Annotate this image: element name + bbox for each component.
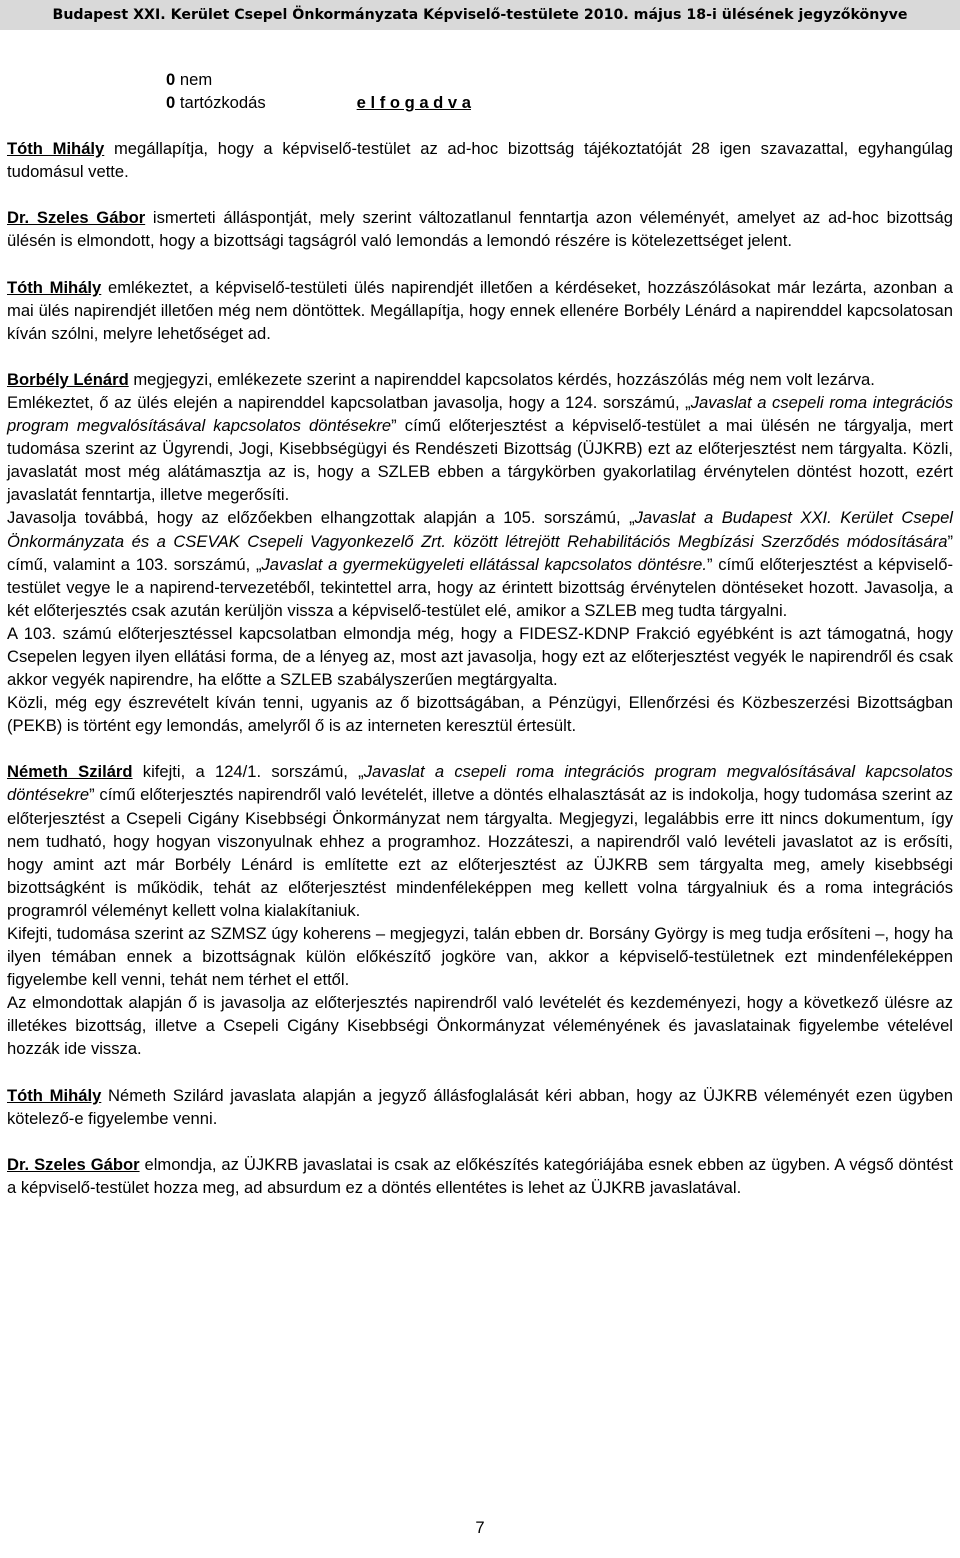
vote-no-line: [166, 68, 953, 91]
paragraph-3: [7, 276, 953, 345]
paragraph-text: ” című előterjesztés napirendről való levételét, illetve a döntés elhalasztását az is indokolja, hogy tudomása szerint az előterjesztést a Csepeli Cigány Kisebbségi Önkormányzat nem tárgyalta. Megjegyzi, legalábbis erre itt nincs dokumentum, így nem tudható, hogy hogyan viszonyulnak ehhez a programhoz. Hozzáteszi, a napirendről való levételi javaslatot az is erősíti, hogy amint azt már Borbély Lénárd is említette ezt az előterjesztést az ÜJKRB sem tárgyalta meg, amely kisebbségi bizottságként is működik, tehát az előterjesztést mindenféleképpen meg kellett volna tárgyalniuk és a roma integrációs programról véleményt kellett volna kialakítaniuk.: [7, 785, 953, 920]
paragraph-13: [7, 1153, 953, 1199]
paragraph-1: [7, 137, 953, 183]
vote-result: e l f o g a d v a: [356, 93, 471, 113]
paragraph-4: [7, 368, 953, 391]
paragraph-text: megállapítja, hogy a képviselő-testület az ad-hoc bizottság tájékoztatóját 28 igen szavazattal, egyhangúlag tudomásul vette.: [7, 139, 953, 182]
speaker-name: Borbély Lénárd: [7, 369, 129, 389]
paragraph-9: [7, 760, 953, 922]
speaker-name: Tóth Mihály: [7, 277, 102, 297]
proposal-title: Javaslat a csepeli roma integrációs program megvalósításával kapcsolatos döntésekre: [7, 762, 953, 805]
paragraph-text: ” című előterjesztést a képviselő-testület vegye le a napirend-tervezetéből, tekintettel arra, hogy az érintett bizottság érvénytelen döntéseket hozott. Javasolja, a két előterjesztés csak azután kerüljön vissza a képviselő-testület elé, amikor a SZLEB meg tudta tárgyalni.: [7, 554, 953, 620]
speaker-name: Dr. Szeles Gábor: [7, 1154, 140, 1174]
paragraph-5: [7, 391, 953, 506]
paragraph-text: emlékeztet, a képviselő-testületi ülés napirendjét illetően a kérdéseket, hozzászólásokat már lezárta, azonban a mai ülés napirendjét illetően még nem döntöttek. Megállapítja, hogy ennek ellenére Borbély Lénárd a napirenddel kapcsolatosan kíván szólni, melyre lehetőséget ad.: [7, 277, 953, 343]
proposal-title: Javaslat a gyermekügyeleti ellátással kapcsolatos döntésre.: [261, 554, 707, 574]
speaker-name: Tóth Mihály: [7, 139, 105, 159]
paragraph-text: kifejti, a 124/1. sorszámú, „: [132, 762, 364, 782]
paragraph-7: A 103. számú előterjesztéssel kapcsolatban elmondja még, hogy a FIDESZ-KDNP Frakció egyébként is azt támogatná, hogy Csepelen legyen ilyen ellátási forma, de a lényeg az, most azt javasolja, hogy ezt az előterjesztést vegyék le napirendről és csak akkor vegyék napirendre, ha előtte a SZLEB szabályszerűen megtárgyalta.: [7, 623, 953, 690]
page-number: 7: [475, 1518, 485, 1537]
paragraph-6: [7, 506, 953, 621]
proposal-title: Javaslat a Budapest XXI. Kerület Csepel Önkormányzata és a CSEVAK Csepeli Vagyonkezelő Zrt. között létrejött Rehabilitációs Megbízási Szerződés módosítására: [7, 508, 953, 551]
paragraph-text: ” című, valamint a 103. sorszámú, „: [7, 531, 953, 574]
paragraph-2: [7, 206, 953, 252]
paragraph-text: ismerteti álláspontját, mely szerint változatlanul fenntartja azon véleményét, amelyet az ad-hoc bizottság ülésén is elmondott, hogy a bizottsági tagságról való lemondás a lemondó részére is kötelezettséget jelent.: [7, 208, 953, 251]
vote-no-count: 0: [166, 70, 176, 89]
paragraph-11: Az elmondottak alapján ő is javasolja az előterjesztés napirendről való levételét és kezdeményezi, hogy a következő ülésre az illetékes bizottság, illetve a Csepeli Cigány Kisebbségi Önkormányzat véleményének és javaslatainak figyelembe vételével hozzák ide vissza.: [7, 993, 953, 1059]
paragraph-text: ” című előterjesztést a képviselő-testület a mai ülésén ne tárgyalja, mert tudomása szerint az Ügyrendi, Jogi, Kisebbségügyi és Rendészeti Bizottság (ÜJKRB) ezt az előterjesztést nem tárgyalta. Közli, javaslatát most még alátámasztja az is, hogy a SZLEB ebben a tárgykörben gyakorlatilag érvénytelen döntést hozott, ezért javaslatát fenntartja, illetve megerősíti.: [7, 416, 954, 505]
paragraph-12: [7, 1084, 953, 1130]
vote-abstain-label: tartózkodás: [179, 93, 266, 113]
paragraph-text: Emlékeztet, ő az ülés elején a napirenddel kapcsolatban javasolja, hogy a 124. sorszámú, „: [7, 392, 691, 412]
paragraph-10: Kifejti, tudomása szerint az SZMSZ úgy koherens – megjegyzi, talán ebben dr. Borsány György is meg tudja erősíteni –, hogy ha ilyen témában ennek a bizottságnak külön előkészítő jogköre van, akkor a képviselő-testületnek ezt mindenféleképpen figyelembe kell venni, tehát nem térhet el ettől.: [7, 924, 953, 990]
proposal-title: Javaslat a csepeli roma integrációs program megvalósításával kapcsolatos döntésekre: [7, 392, 954, 436]
paragraph-text: Németh Szilárd javaslata alapján a jegyző állásfoglalását kéri abban, hogy az ÜJKRB véleményét ezen ügyben kötelező-e figyelembe venni.: [7, 1085, 953, 1128]
vote-abstain-line: [166, 91, 953, 114]
speaker-name: Tóth Mihály: [7, 1085, 102, 1105]
vote-abstain-count: 0: [166, 93, 176, 113]
document-body: [7, 68, 953, 1199]
paragraph-text: Javasolja továbbá, hogy az előzőekben elhangzottak alapján a 105. sorszámú, „: [7, 508, 635, 528]
vote-no-label: nem: [179, 70, 213, 89]
page-header: Budapest XXI. Kerület Csepel Önkormányzata Képviselő-testülete 2010. május 18-i ülésének jegyzőkönyve: [0, 0, 960, 30]
paragraph-8: Közli, még egy észrevételt kíván tenni, ugyanis az ő bizottságában, a Pénzügyi, Ellenőrzési és Közbeszerzési Bizottságban (PEKB) is történt egy lemondás, amelyről ő is az interneten keresztül értesült.: [7, 693, 953, 736]
speaker-name: Németh Szilárd: [7, 762, 133, 782]
speaker-name: Dr. Szeles Gábor: [7, 208, 146, 228]
paragraph-text: megjegyzi, emlékezete szerint a napirenddel kapcsolatos kérdés, hozzászólás még nem volt lezárva.: [128, 369, 875, 389]
paragraph-text: elmondja, az ÜJKRB javaslatai is csak az előkészítés kategóriájába esnek ebben az ügyben. A végső döntést a képviselő-testület hozza meg, ad absurdum ez a döntés ellentétes is lehet az ÜJKRB javaslatával.: [7, 1154, 953, 1197]
